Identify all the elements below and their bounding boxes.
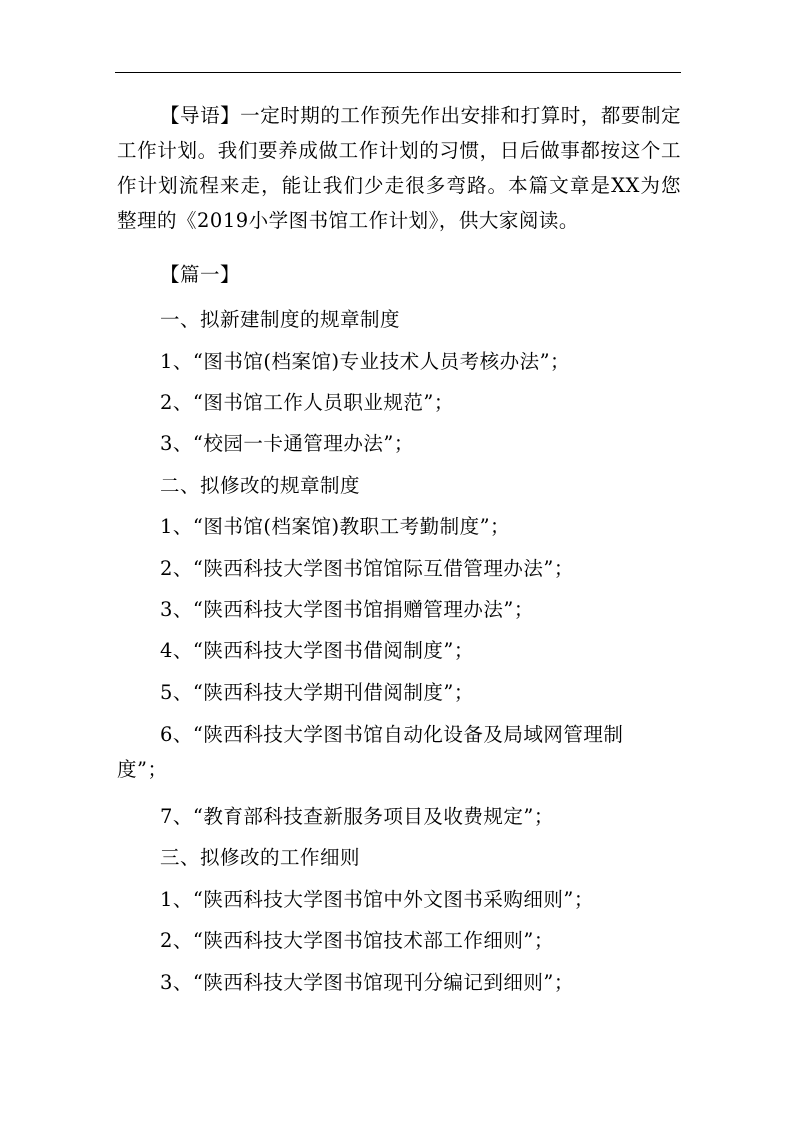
intro-paragraph: 【导语】一定时期的工作预先作出安排和打算时，都要制定工作计划。我们要养成做工作计划的习惯，日后做事都按这个工作计划流程来走，能让我们少走很多弯路。本篇文章是XX为您整理的《2019小学图书馆工作计划》，供大家阅读。	[117, 104, 681, 232]
list-item: 1、“图书馆(档案馆)教职工考勤制度”；	[160, 515, 511, 538]
list-item: 4、“陕西科技大学图书借阅制度”；	[160, 639, 474, 662]
section-heading-new-rules: 一、拟新建制度的规章制度	[160, 308, 401, 331]
list-item: 3、“校园一卡通管理办法”；	[160, 432, 414, 455]
list-item: 7、“教育部科技查新服务项目及收费规定”；	[160, 805, 554, 828]
list-item: 5、“陕西科技大学期刊借阅制度”；	[160, 681, 474, 704]
section-heading-revised-rules: 二、拟修改的规章制度	[160, 474, 361, 497]
part-title: 【篇一】	[160, 263, 241, 286]
list-item: 2、“陕西科技大学图书馆馆际互借管理办法”；	[160, 557, 574, 580]
list-item: 1、“陕西科技大学图书馆中外文图书采购细则”；	[160, 888, 594, 911]
header-rule	[115, 72, 681, 73]
list-item: 3、“陕西科技大学图书馆捐赠管理办法”；	[160, 598, 534, 621]
section-heading-revised-procedures: 三、拟修改的工作细则	[160, 846, 361, 869]
list-item: 2、“图书馆工作人员职业规范”；	[160, 391, 454, 414]
list-item: 1、“图书馆(档案馆)专业技术人员考核办法”；	[160, 350, 571, 373]
list-item: 3、“陕西科技大学图书馆现刊分编记到细则”；	[160, 971, 574, 994]
list-item: 2、“陕西科技大学图书馆技术部工作细则”；	[160, 929, 554, 952]
list-item: 6、“陕西科技大学图书馆自动化设备及局域网管理制度”；	[117, 723, 624, 781]
